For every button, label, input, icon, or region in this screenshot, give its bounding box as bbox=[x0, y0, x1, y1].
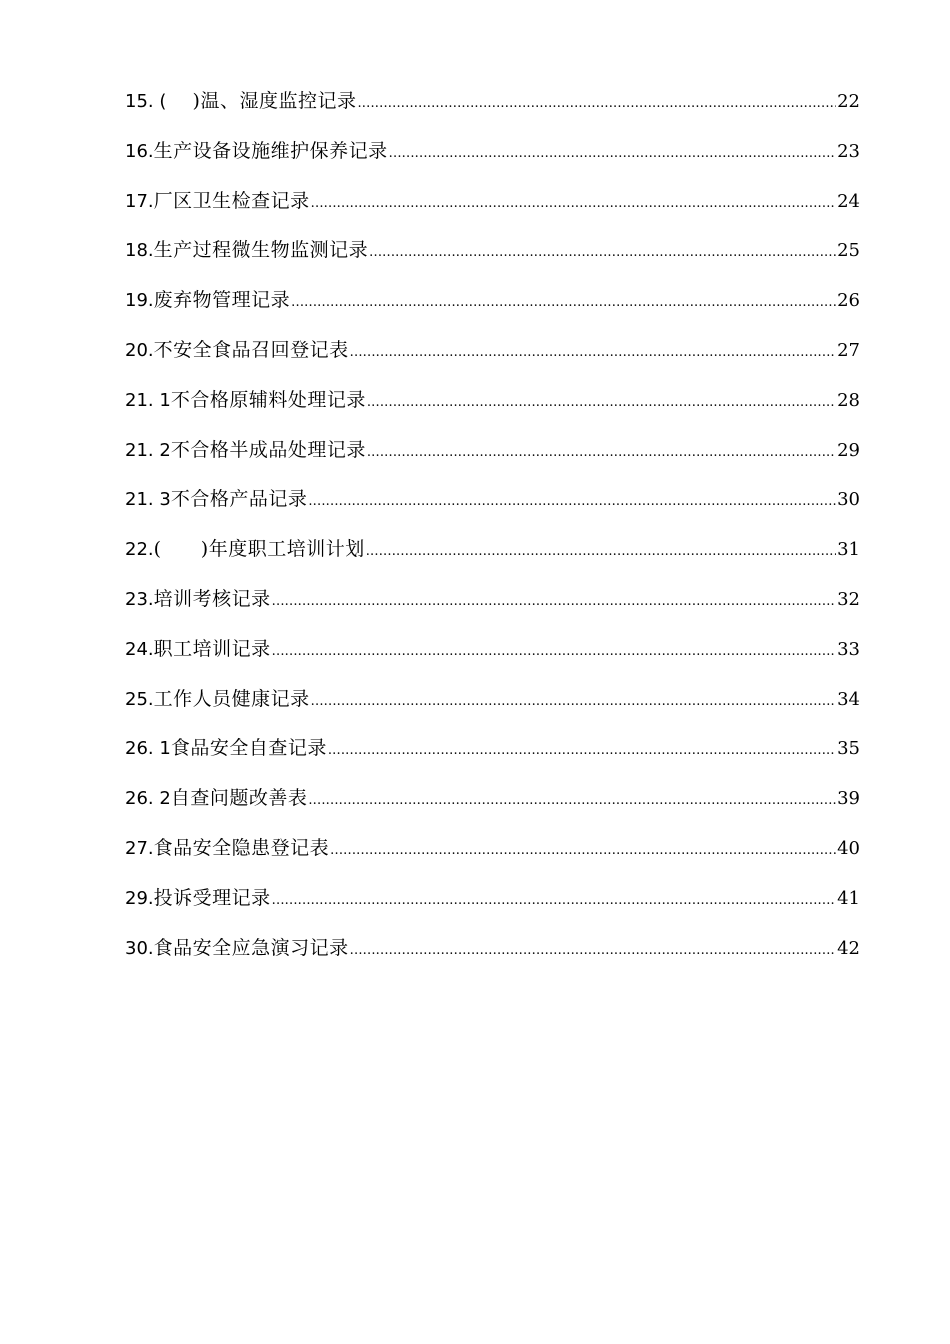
entry-page-number: 40 bbox=[837, 837, 860, 859]
entry-title: )温、湿度监控记录 bbox=[166, 90, 357, 112]
dot-leader bbox=[367, 388, 836, 418]
toc-entry[interactable] bbox=[125, 435, 860, 485]
entry-number: 24. bbox=[125, 638, 154, 660]
entry-page-number: 39 bbox=[837, 788, 860, 810]
toc-entry[interactable] bbox=[125, 335, 860, 385]
entry-page-number: 42 bbox=[837, 937, 860, 959]
entry-number: 19. bbox=[125, 290, 154, 312]
entry-title: 废弃物管理记录 bbox=[153, 289, 291, 312]
dot-leader bbox=[291, 288, 836, 318]
entry-title: 厂区卫生检查记录 bbox=[153, 189, 310, 212]
entry-title: 不合格半成品处理记录 bbox=[170, 438, 366, 461]
dot-leader bbox=[369, 238, 836, 268]
toc-entry[interactable] bbox=[125, 584, 860, 634]
dot-leader bbox=[272, 637, 836, 667]
entry-page-number: 34 bbox=[837, 688, 860, 710]
toc-entry[interactable] bbox=[125, 883, 860, 933]
entry-title: 生产过程微生物监测记录 bbox=[153, 239, 369, 262]
dot-leader bbox=[366, 537, 836, 567]
entry-title: 食品安全应急演习记录 bbox=[153, 936, 349, 959]
dot-leader bbox=[272, 886, 836, 916]
entry-title: 自查问题改善表 bbox=[170, 787, 308, 810]
entry-number: 16. bbox=[125, 140, 154, 162]
entry-title: 培训考核记录 bbox=[153, 587, 271, 610]
toc-entry[interactable] bbox=[125, 285, 860, 335]
toc-entry[interactable] bbox=[125, 634, 860, 684]
entry-page-number: 24 bbox=[837, 190, 860, 212]
dot-leader bbox=[389, 139, 836, 169]
entry-page-number: 28 bbox=[837, 389, 860, 411]
entry-page-number: 26 bbox=[837, 290, 860, 312]
toc-entry[interactable] bbox=[125, 833, 860, 883]
entry-number: 25. bbox=[125, 688, 154, 710]
entry-page-number: 30 bbox=[837, 489, 860, 511]
entry-number: 29. bbox=[125, 887, 154, 909]
dot-leader bbox=[311, 189, 836, 219]
toc-entry[interactable] bbox=[125, 733, 860, 783]
entry-title: 投诉受理记录 bbox=[153, 886, 271, 909]
entry-number: 18. bbox=[125, 240, 154, 262]
toc-entry[interactable] bbox=[125, 484, 860, 534]
dot-leader bbox=[350, 338, 836, 368]
entry-title: 食品安全隐患登记表 bbox=[153, 836, 330, 859]
entry-page-number: 33 bbox=[837, 638, 860, 660]
entry-page-number: 27 bbox=[837, 339, 860, 361]
dot-leader bbox=[357, 89, 836, 119]
entry-page-number: 23 bbox=[837, 140, 860, 162]
entry-number: 21. 2 bbox=[125, 439, 171, 461]
dot-leader bbox=[272, 587, 836, 617]
entry-page-number: 25 bbox=[837, 240, 860, 262]
entry-title: 职工培训记录 bbox=[153, 637, 271, 660]
entry-number: 23. bbox=[125, 588, 154, 610]
dot-leader bbox=[330, 836, 836, 866]
entry-number: 22. bbox=[125, 539, 154, 561]
entry-title: 不安全食品召回登记表 bbox=[153, 338, 349, 361]
entry-page-number: 22 bbox=[837, 91, 860, 112]
toc-entry[interactable] bbox=[125, 684, 860, 734]
entry-number: 21. 3 bbox=[125, 489, 171, 511]
entry-number: 17. bbox=[125, 190, 154, 212]
entry-title: 生产设备设施维护保养记录 bbox=[153, 139, 388, 162]
entry-page-number: 29 bbox=[837, 439, 860, 461]
entry-page-number: 31 bbox=[837, 539, 860, 561]
toc-entry[interactable] bbox=[125, 186, 860, 236]
entry-number: 30. bbox=[125, 937, 154, 959]
entry-title: ( )年度职工培训计划 bbox=[153, 538, 365, 561]
entry-number: 26. 1 bbox=[125, 738, 171, 760]
dot-leader bbox=[350, 936, 836, 966]
entry-title: 工作人员健康记录 bbox=[153, 687, 310, 710]
entry-number: 21. 1 bbox=[125, 389, 171, 411]
toc-entry[interactable] bbox=[125, 86, 860, 136]
entry-number: 15. ( bbox=[125, 91, 167, 112]
entry-page-number: 32 bbox=[837, 588, 860, 610]
dot-leader bbox=[308, 786, 836, 816]
toc-entry[interactable] bbox=[125, 783, 860, 833]
entry-title: 不合格原辅料处理记录 bbox=[170, 388, 366, 411]
entry-number: 20. bbox=[125, 339, 154, 361]
entry-number: 27. bbox=[125, 837, 154, 859]
entry-title: 食品安全自查记录 bbox=[170, 737, 327, 760]
dot-leader bbox=[311, 687, 836, 717]
toc-entry[interactable] bbox=[125, 136, 860, 186]
table-of-contents bbox=[125, 86, 860, 982]
toc-entry[interactable] bbox=[125, 385, 860, 435]
entry-number: 26. 2 bbox=[125, 788, 171, 810]
entry-page-number: 35 bbox=[837, 738, 860, 760]
toc-entry[interactable] bbox=[125, 933, 860, 983]
entry-title: 不合格产品记录 bbox=[170, 488, 308, 511]
dot-leader bbox=[367, 438, 836, 468]
dot-leader bbox=[308, 487, 836, 517]
toc-entry[interactable] bbox=[125, 534, 860, 584]
dot-leader bbox=[328, 736, 836, 766]
entry-page-number: 41 bbox=[837, 887, 860, 909]
toc-entry[interactable] bbox=[125, 235, 860, 285]
